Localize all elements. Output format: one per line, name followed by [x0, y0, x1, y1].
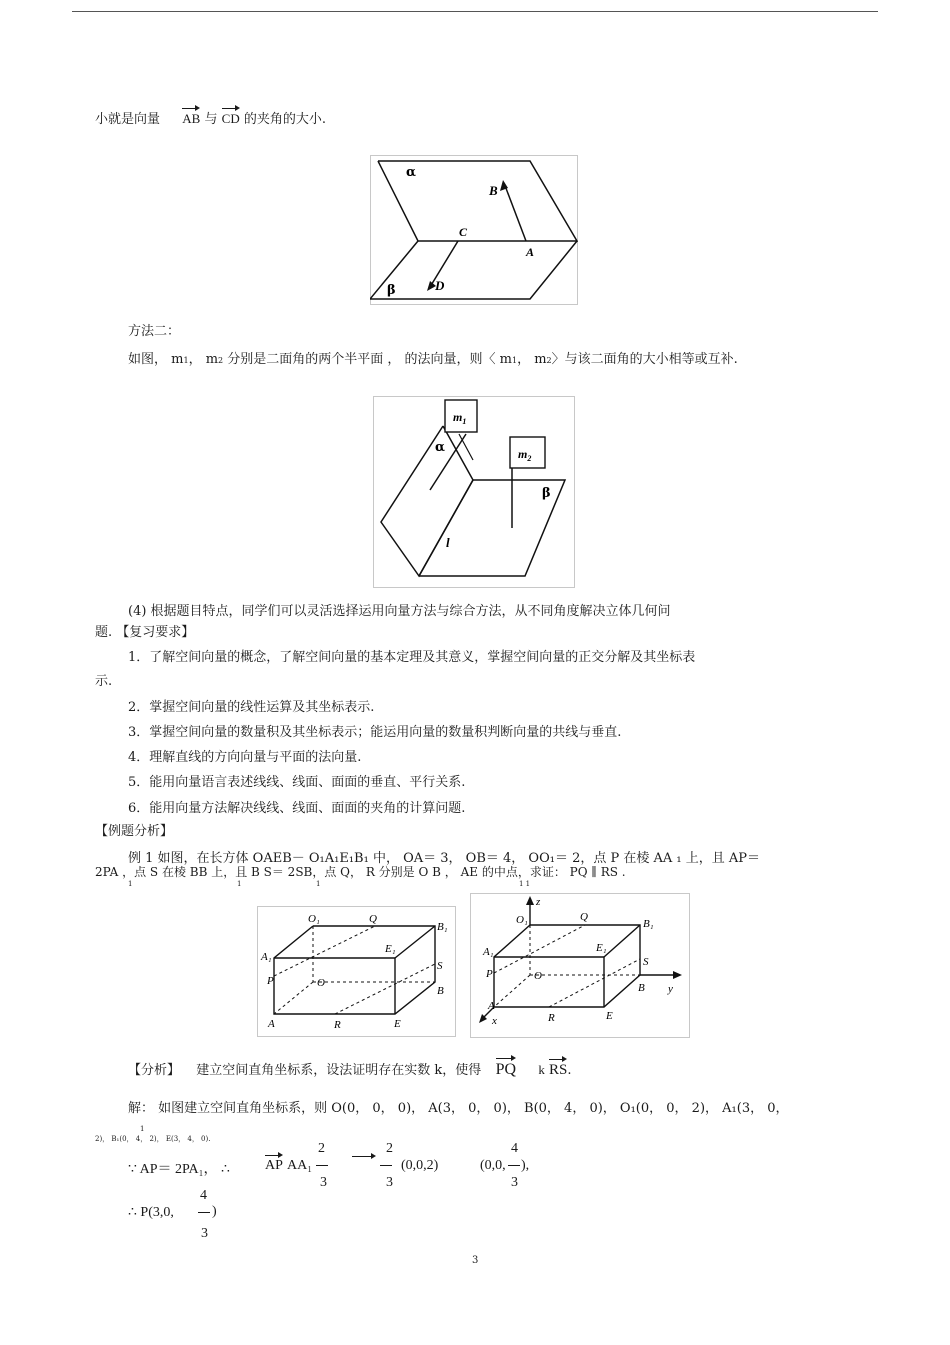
method2-text [128, 348, 738, 367]
label-m1: $m_1$ [453, 410, 467, 426]
label-s-b: S [643, 956, 649, 968]
vector-cd: CD [221, 111, 240, 126]
frac4-den: 3 [201, 1226, 208, 1241]
analysis-end: . [567, 1063, 572, 1078]
point4-line2: 题. 【复习要求】 [95, 625, 195, 640]
intro-mid: 与 [204, 112, 218, 127]
requirement-5: 5．能用向量语言表述线线、线面、面面的垂直、平行关系. [128, 775, 466, 790]
example1-sub-1: 1 [128, 880, 133, 888]
example1-sub-4: 1 1 [519, 880, 531, 888]
label-l: l [446, 535, 450, 550]
frac1-num: 2 [318, 1141, 325, 1156]
method2-text-b: ， m [188, 352, 219, 367]
example1-line2: 2PA ，点 S 在棱 BB 上，且 B S＝ 2SB，点 Q， R 分别是 O B ， AE 的中点，求证： PQ ∥ RS . [95, 865, 626, 879]
intro-line [95, 108, 326, 127]
label-z: z [536, 896, 541, 908]
page-number: 3 [472, 1255, 479, 1266]
label-m2: $m_2$ [518, 447, 532, 463]
label-c: C [459, 225, 468, 239]
frac2-num: 2 [386, 1141, 393, 1156]
label-b1-b: B₁ [643, 918, 654, 930]
label-d: D [435, 278, 445, 293]
vector-ab: AB [182, 111, 201, 126]
label-o1: O₁ [308, 913, 320, 925]
requirement-3: 3．掌握空间向量的数量积及其坐标表示；能运用向量的数量积判断向量的共线与垂直. [128, 725, 622, 740]
requirement-1-cont: 示. [95, 674, 113, 689]
example1-sub-3: 1 [316, 880, 321, 888]
frac1-bar [316, 1165, 328, 1166]
analysis-text: 建立空间直角坐标系，设法证明存在实数 k，使得 [196, 1063, 482, 1078]
intro-prefix: 小就是向量 [95, 112, 161, 127]
p-result-prefix: ∴ P(3,0, [128, 1205, 174, 1220]
frac2-den: 3 [386, 1175, 393, 1190]
scalar-k: k [538, 1062, 545, 1077]
frac3-bar [508, 1165, 520, 1166]
label-a: A [526, 245, 535, 259]
label-beta: β [387, 283, 396, 298]
figure-normal-vectors [373, 396, 575, 588]
vector-triple: (0,0,2) [401, 1158, 439, 1173]
label-x: x [492, 1015, 497, 1027]
p-result-close: ) [212, 1204, 217, 1219]
requirement-2: 2．掌握空间向量的线性运算及其坐标表示. [128, 700, 375, 715]
frac1-vector-arrow [352, 1159, 376, 1161]
label-a1: A₁ [261, 951, 272, 963]
label-b: B [437, 985, 444, 997]
figure-dihedral-vectors [370, 155, 578, 305]
vector-rs: RS [548, 1062, 568, 1078]
label-b: B [489, 183, 498, 198]
requirement-4: 4．理解直线的方向向量与平面的法向量. [128, 750, 362, 765]
requirement-6: 6．能用向量方法解决线线、线面、面面的夹角的计算问题. [128, 801, 466, 816]
method2-text-c: 分别是二面角的两个半平面 ， 的法向量，则〈 m [223, 352, 512, 367]
frac3-num: 4 [511, 1141, 518, 1156]
label-alpha-2: α [435, 440, 446, 455]
label-beta-2: β [542, 486, 551, 501]
label-alpha: α [406, 165, 417, 180]
requirement-1: 1．了解空间向量的概念，了解空间向量的基本定理及其意义，掌握空间向量的正交分解及其坐标表 [128, 650, 696, 665]
example-heading: 【例题分析】 [95, 824, 174, 839]
analysis-tag: 【分析】 [128, 1063, 181, 1078]
top-rule [72, 11, 878, 12]
method2-text-a: 如图， m [128, 352, 184, 367]
result-close: ), [521, 1158, 530, 1173]
solution-line1: 解： 如图建立空间直角坐标系，则 O(0， 0， 0)， A(3， 0， 0)， B(0， 4， 0)， O₁(0， 0， 2)， A₁(3， 0， [128, 1101, 789, 1116]
label-b1: B₁ [437, 921, 448, 933]
frac3-den: 3 [511, 1175, 518, 1190]
solution-sup: 1 [140, 1125, 145, 1133]
figure-cuboid-axes [470, 893, 690, 1038]
example1-sub-2: 1 [237, 880, 242, 888]
intro-suffix: 的夹角的大小. [243, 112, 326, 127]
label-o-b: O [534, 970, 542, 982]
m2-subscript-2: 2 [546, 356, 552, 365]
method2-heading: 方法二： [128, 324, 181, 339]
label-p-b: P [486, 968, 493, 980]
label-a1-b: A₁ [483, 946, 494, 958]
label-y: y [668, 983, 673, 995]
analysis-line [128, 1059, 571, 1079]
m2-subscript: 2 [218, 356, 224, 365]
frac2-bar [380, 1165, 392, 1166]
frac1-den: 3 [320, 1175, 327, 1190]
label-a: A [268, 1018, 275, 1030]
label-s: S [437, 960, 443, 972]
label-r: R [334, 1019, 341, 1031]
solution-line2: 2)， B₁(0， 4， 2)， E(3， 4， 0). [95, 1135, 211, 1143]
point4-line1: (4) 根据题目特点，同学们可以灵活选择运用向量方法与综合方法，从不同角度解决立体几何问 [128, 604, 671, 619]
vector-aa1: AA₁ [287, 1158, 313, 1173]
label-p: P [267, 975, 274, 987]
label-e: E [394, 1018, 401, 1030]
example1-line1: 例 1 如图，在长方体 OAEB－ O₁A₁E₁B₁ 中， OA＝ 3， OB＝ 4， OO₁＝ 2，点 P 在棱 AA ₁ 上，且 AP＝ [128, 851, 761, 866]
label-e1: E₁ [385, 943, 396, 955]
equation-prefix: ∵ AP＝ 2PA₁， ∴ [128, 1162, 230, 1177]
method2-text-e: 〉与该二面角的大小相等或互补. [551, 352, 738, 367]
m1-subscript: 1 [183, 356, 189, 365]
label-q-b: Q [580, 911, 588, 923]
label-e-b: E [606, 1010, 613, 1022]
label-a-b: A [488, 1000, 495, 1012]
label-q: Q [369, 913, 377, 925]
result-open: (0,0, [480, 1158, 506, 1173]
label-o: O [317, 977, 325, 989]
figure-cuboid [257, 906, 456, 1037]
label-b-b: B [638, 982, 645, 994]
label-r-b: R [548, 1012, 555, 1024]
vector-ap: AP [265, 1158, 283, 1173]
label-o1-b: O₁ [516, 914, 528, 926]
vector-pq: PQ [495, 1061, 517, 1078]
m1-subscript-2: 1 [511, 356, 518, 365]
frac4-num: 4 [200, 1188, 207, 1203]
label-e1-b: E₁ [596, 942, 607, 954]
frac4-bar [198, 1212, 210, 1213]
method2-text-d: ， m [517, 352, 547, 367]
